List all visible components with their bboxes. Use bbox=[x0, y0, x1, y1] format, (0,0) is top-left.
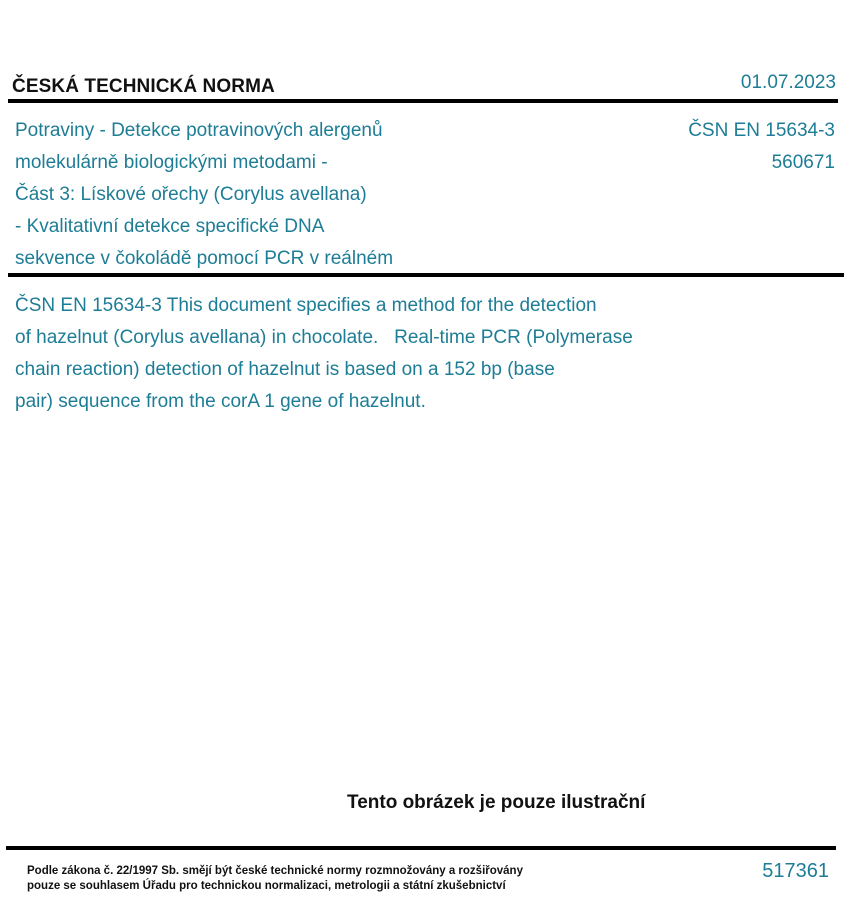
legal-notice-line: Podle zákona č. 22/1997 Sb. smějí být české technické normy rozmnožovány a rozšiřovány bbox=[27, 865, 523, 877]
standard-title-line: sekvence v čokoládě pomocí PCR v reálném bbox=[15, 248, 394, 269]
standard-title-line: Potraviny - Detekce potravinových alergenů bbox=[15, 120, 383, 141]
document-type-heading: ČESKÁ TECHNICKÁ NORMA bbox=[12, 76, 275, 97]
standard-title-line: molekulárně biologickými metodami - bbox=[15, 152, 328, 173]
illustrative-notice: Tento obrázek je pouze ilustrační bbox=[347, 792, 646, 813]
title-divider bbox=[8, 273, 844, 277]
legal-notice bbox=[27, 864, 523, 894]
legal-notice-line: pouze se souhlasem Úřadu pro technickou normalizaci, metrologii a státní zkušebnictví bbox=[27, 880, 506, 892]
standard-designation: ČSN EN 15634-3 bbox=[688, 120, 835, 141]
publication-date: 01.07.2023 bbox=[740, 72, 836, 93]
standard-title-line: Část 3: Lískové ořechy (Corylus avellana) bbox=[15, 184, 367, 205]
footer-divider bbox=[6, 846, 836, 850]
abstract-line: chain reaction) detection of hazelnut is based on a 152 bp (base bbox=[15, 359, 555, 380]
abstract-line: pair) sequence from the corA 1 gene of hazelnut. bbox=[15, 391, 426, 412]
classification-code: 560671 bbox=[771, 152, 835, 173]
standard-identifiers bbox=[688, 115, 835, 179]
standard-title bbox=[15, 115, 475, 275]
catalog-number: 517361 bbox=[762, 860, 829, 882]
abstract-text bbox=[15, 290, 775, 418]
abstract-line: of hazelnut (Corylus avellana) in chocolate. Real-time PCR (Polymerase bbox=[15, 327, 633, 348]
standard-title-line: - Kvalitativní detekce specifické DNA bbox=[15, 216, 325, 237]
header-divider bbox=[8, 99, 838, 103]
abstract-line: ČSN EN 15634-3 This document specifies a method for the detection bbox=[15, 295, 597, 316]
